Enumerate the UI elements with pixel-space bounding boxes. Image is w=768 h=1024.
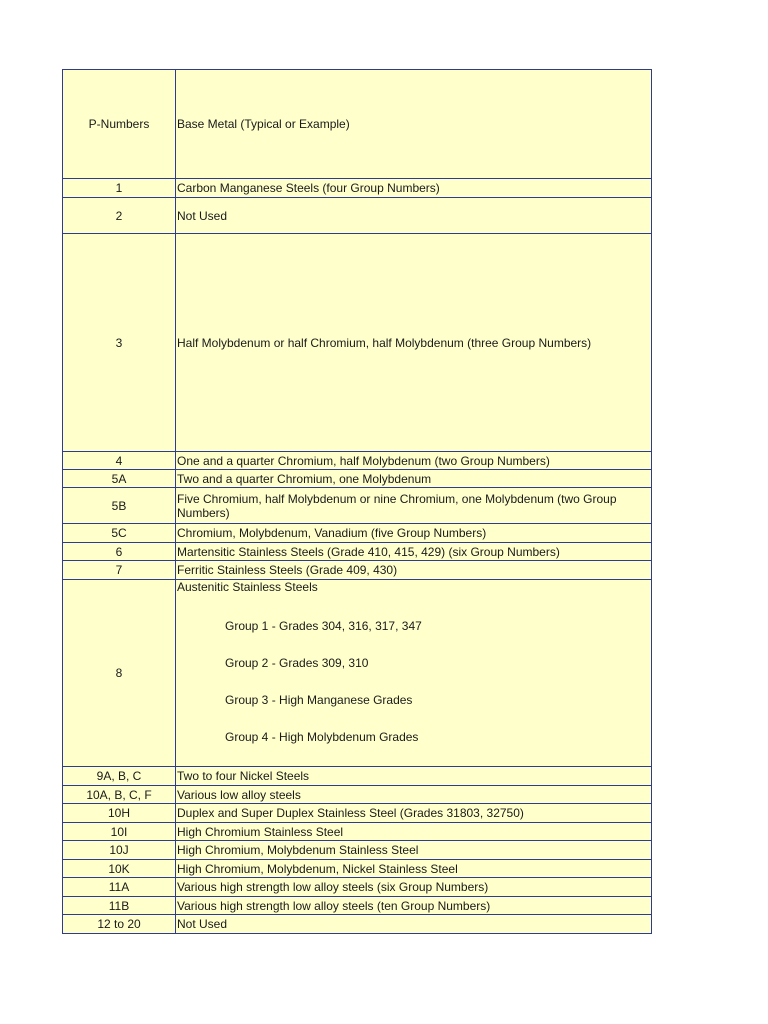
p-number-cell: 12 to 20	[63, 915, 176, 934]
p-number-cell: 7	[63, 561, 176, 580]
group-line: Group 4 - High Molybdenum Grades	[225, 730, 419, 744]
base-metal-cell: Not Used	[176, 915, 652, 934]
table-row	[63, 524, 652, 543]
base-metal-cell: Five Chromium, half Molybdenum or nine Chromium, one Molybdenum (two Group Numbers)	[176, 488, 652, 524]
table-row	[63, 897, 652, 915]
p-number-cell: 5A	[63, 470, 176, 488]
p-number-cell: 11A	[63, 878, 176, 897]
group-line: Group 1 - Grades 304, 316, 317, 347	[225, 619, 422, 633]
base-metal-cell: High Chromium Stainless Steel	[176, 823, 652, 841]
table-row	[63, 841, 652, 860]
base-metal-cell: Ferritic Stainless Steels (Grade 409, 430)	[176, 561, 652, 580]
base-metal-cell: High Chromium, Molybdenum Stainless Steel	[176, 841, 652, 860]
p-number-cell: 10K	[63, 860, 176, 878]
base-metal-cell: Two to four Nickel Steels	[176, 767, 652, 786]
table-row	[63, 804, 652, 823]
p-number-cell: 4	[63, 452, 176, 470]
p-number-cell: 10H	[63, 804, 176, 823]
table-row	[63, 452, 652, 470]
p-number-cell: 5B	[63, 488, 176, 524]
base-metal-cell: Various high strength low alloy steels (six Group Numbers)	[176, 878, 652, 897]
p-number-cell: 9A, B, C	[63, 767, 176, 786]
table-row	[63, 234, 652, 452]
base-metal-cell: Various high strength low alloy steels (ten Group Numbers)	[176, 897, 652, 915]
header-p-numbers: P-Numbers	[63, 70, 176, 179]
p-number-cell: 11B	[63, 897, 176, 915]
p-number-cell: 3	[63, 234, 176, 452]
austenitic-title: Austenitic Stainless Steels	[177, 580, 318, 594]
table-row	[63, 915, 652, 934]
table-row	[63, 488, 652, 524]
table-row	[63, 561, 652, 580]
table-row	[63, 179, 652, 198]
p-number-cell: 10A, B, C, F	[63, 786, 176, 804]
base-metal-cell: Various low alloy steels	[176, 786, 652, 804]
p-number-cell: 2	[63, 198, 176, 234]
table-row	[63, 823, 652, 841]
base-metal-cell: Not Used	[176, 198, 652, 234]
base-metal-cell	[176, 580, 652, 767]
p-number-cell: 6	[63, 543, 176, 561]
table-row	[63, 860, 652, 878]
group-line: Group 2 - Grades 309, 310	[225, 656, 369, 670]
table-row	[63, 767, 652, 786]
group-line: Group 3 - High Manganese Grades	[225, 693, 413, 707]
base-metal-cell: High Chromium, Molybdenum, Nickel Stainless Steel	[176, 860, 652, 878]
base-metal-cell: Half Molybdenum or half Chromium, half Molybdenum (three Group Numbers)	[176, 234, 652, 452]
table-row	[63, 198, 652, 234]
base-metal-cell: Martensitic Stainless Steels (Grade 410, 415, 429) (six Group Numbers)	[176, 543, 652, 561]
base-metal-cell: One and a quarter Chromium, half Molybdenum (two Group Numbers)	[176, 452, 652, 470]
base-metal-cell: Duplex and Super Duplex Stainless Steel (Grades 31803, 32750)	[176, 804, 652, 823]
table-row	[63, 878, 652, 897]
p-number-cell: 1	[63, 179, 176, 198]
table-row	[63, 543, 652, 561]
p-numbers-table	[62, 69, 652, 934]
table-row	[63, 470, 652, 488]
header-base-metal: Base Metal (Typical or Example)	[176, 70, 652, 179]
table-row	[63, 786, 652, 804]
table-header-row	[63, 70, 652, 179]
base-metal-cell: Chromium, Molybdenum, Vanadium (five Group Numbers)	[176, 524, 652, 543]
table-row	[63, 580, 652, 767]
p-number-cell: 10J	[63, 841, 176, 860]
base-metal-cell: Carbon Manganese Steels (four Group Numbers)	[176, 179, 652, 198]
base-metal-cell: Two and a quarter Chromium, one Molybdenum	[176, 470, 652, 488]
p-number-cell: 8	[63, 580, 176, 767]
p-number-cell: 5C	[63, 524, 176, 543]
p-number-cell: 10I	[63, 823, 176, 841]
